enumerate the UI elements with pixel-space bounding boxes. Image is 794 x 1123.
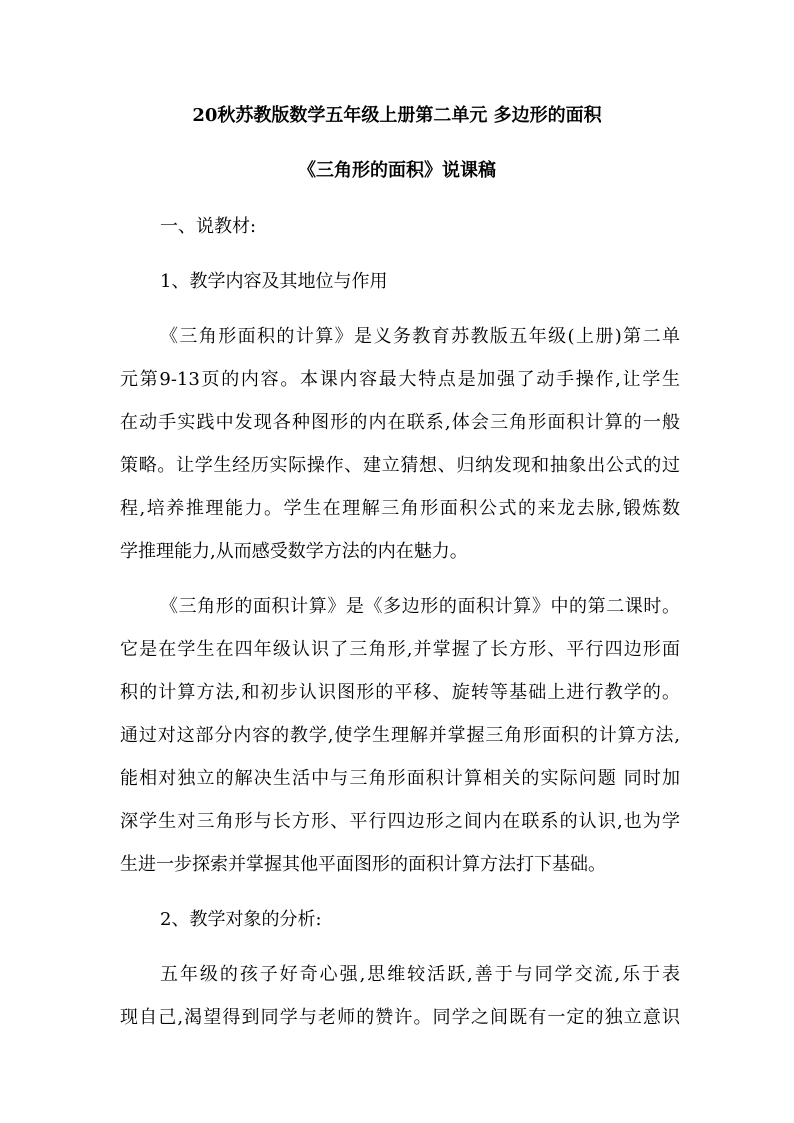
paragraph-line: 在动手实践中发现各种图形的内在联系,体会三角形面积计算的一般 <box>120 412 680 433</box>
paragraph-line: 现自己,渴望得到同学与老师的赞许。同学之间既有一定的独立意识 <box>120 1007 680 1028</box>
paragraph-line: 元第9-13页的内容。本课内容最大特点是加强了动手操作,让学生 <box>120 369 680 390</box>
section-heading: 一、说教材: <box>160 216 257 237</box>
paragraph-line: 生进一步探索并掌握其他平面图形的面积计算方法打下基础。 <box>120 854 606 875</box>
paragraph-line: 策略。让学生经历实际操作、建立猜想、归纳发现和抽象出公式的过 <box>120 455 680 476</box>
paragraph-line: 深学生对三角形与长方形、平行四边形之间内在联系的认识,也为学 <box>120 811 680 832</box>
paragraph-line: 五年级的孩子好奇心强,思维较活跃,善于与同学交流,乐于表 <box>160 964 680 985</box>
paragraph-line: 《三角形的面积计算》是《多边形的面积计算》中的第二课时。 <box>160 596 680 617</box>
section-heading: 2、教学对象的分析: <box>160 909 322 930</box>
document-title: 20秋苏教版数学五年级上册第二单元 多边形的面积 <box>192 105 602 126</box>
paragraph-line: 通过对这部分内容的教学,使学生理解并掌握三角形面积的计算方法, <box>120 725 680 746</box>
paragraph-line: 积的计算方法,和初步认识图形的平移、旋转等基础上进行教学的。 <box>120 682 680 703</box>
paragraph-line: 程,培养推理能力。学生在理解三角形面积公式的来龙去脉,锻炼数 <box>120 498 680 519</box>
paragraph-line: 能相对独立的解决生活中与三角形面积计算相关的实际问题 同时加 <box>120 768 680 789</box>
document-subtitle: 《三角形的面积》说课稿 <box>298 160 496 181</box>
paragraph-line: 它是在学生在四年级认识了三角形,并掌握了长方形、平行四边形面 <box>120 639 680 660</box>
subsection-heading: 1、教学内容及其地位与作用 <box>160 271 388 292</box>
paragraph-line: 《三角形面积的计算》是义务教育苏教版五年级(上册)第二单 <box>160 326 680 347</box>
paragraph-line: 学推理能力,从而感受数学方法的内在魅力。 <box>120 541 468 562</box>
